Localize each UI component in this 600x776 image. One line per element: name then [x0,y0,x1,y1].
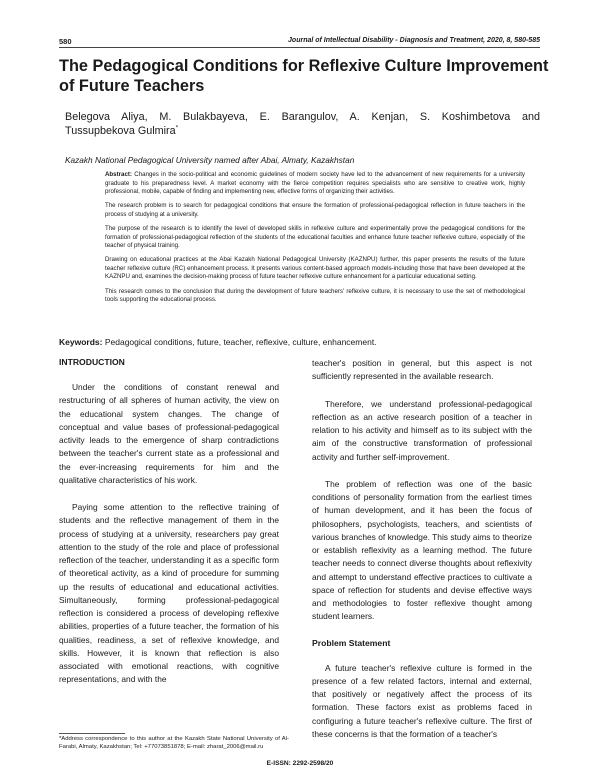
keywords-text: Pedagogical conditions, future, teacher, reflexive, culture, enhancement. [104,337,377,347]
last-author: Tussupbekova Gulmira [65,125,176,137]
affiliation: Kazakh National Pedagogical University named after Abai, Almaty, Kazakhstan [65,155,355,165]
page-number: 580 [59,37,72,46]
intro-paragraph-2: Paying some attention to the reflective training of students and the reflective management of them in the process of studying at a university, researchers pay great attention to the study of the role and place of professional reflection of the teacher, understanding it as a specific form of theoretical activity, as a kind of procedure for summing up the results of educational and educational activities. Simultaneously, forming professional-pedagogical reflection is considered a process of developing reflexive abilities, properties of a future teacher, the formation of his qualities, readiness, a set of reflexive knowledge, and skills. However, it is known that reflection is also associated with emotional reactions, with cognitive representations, and with the [59,502,279,685]
keywords [59,337,377,348]
header-rule [59,47,540,48]
eissn: E-ISSN: 2292-2598/20 [266,760,334,767]
abstract-paragraph-2: The research problem is to search for pedagogical conditions that ensure the formation of professional-pedagogical reflection in future teachers in the process of studying at a university. [105,202,525,218]
abstract-paragraph-5: This research comes to the conclusion that during the development of future teachers' reflexive culture, it is necessary to use the set of methodological tools supporting the educational process. [105,287,525,304]
abstract-text-1: Changes in the socio-political and economic guidelines of modern society have led to the advancement of new requirements for a university graduate to his preparedness level. A market economy with the fierce competition requires specialists who are sensitive to creative work, highly professional, mobile, capable of finding and implementing new, effective forms of organizing their activities. [105,171,525,196]
intro-paragraph-1: Under the conditions of constant renewal and restructuring of all spheres of human activity, the view on the educational system changes. The change of conceptual and value bases of professional-pedagogical activity leads to the emergence of sharp contradictions between the teacher's current state as a professional and the ever-increasing requirements for him and the qualitative characteristics of his work. [59,382,279,485]
left-column [59,357,279,687]
reflection-definition-paragraph: Therefore, we understand professional-pedagogical reflection as an active research position of a teacher in relation to his activity and himself as to its subject with the aim of the constructive transformation of professional activity and further self-improvement. [312,398,532,462]
introduction-heading: INTRODUCTION [59,357,125,367]
journal-citation: Journal of Intellectual Disability - Diagnosis and Treatment, 2020, 8, 580-585 [288,37,540,44]
abstract-paragraph-1 [105,171,525,197]
abstract-label: Abstract: [105,171,132,178]
problem-paragraph-1: A future teacher's reflexive culture is formed in the presence of a few related factors, internal and external, that positively or negatively affect the process of its formation. These factors exist as problems faced in configuring a future teacher's reflexive culture. The first of these concerns is that the formation of a teacher's [312,662,532,739]
correspondence-footnote: *Address correspondence to this author at the Kazakh State National University of Al-Farabi, Almaty, Kazakhstan; Tel: +77073851878; E-mail: zharat_2006@mail.ru [59,736,289,750]
continued-paragraph: teacher's position in general, but this aspect is not sufficiently represented in the available research. [312,358,532,382]
paper-title: The Pedagogical Conditions for Reflexive Culture Improvement of Future Teachers [59,57,549,95]
problem-statement-heading: Problem Statement [312,637,391,648]
reflection-history-paragraph: The problem of reflection was one of the basic conditions of personality formation from the earliest times of human development, and it has been the focus of philosophers, psychologists, teachers, and scientists of various branches of knowledge. This study aims to theorize or establish reflexivity as a learning method. The future teacher needs to connect diverse thoughts about reflexivity and attempt to understand effective practices to cultivate a space of reflection for students and devise effective ways and methodologies to foster reflexive thought among student learners. [312,478,532,622]
keywords-label: Keywords: [59,337,103,347]
author-list-line-1: Belegova Aliya, M. Bulakbayeva, E. Barangulov, A. Kenjan, S. Koshimbetova and [65,111,540,123]
right-column [312,357,532,741]
abstract [105,171,525,310]
abstract-paragraph-4: Drawing on educational practices at the Abai Kazakh National Pedagogical University (KAZNPU) further, this paper presents the results of the future teacher reflexive culture (RC) enhancement process. It presents various content-based approach models-including those that have been developed at the KAZNPU and, examines the decision-making process of future teacher reflexive culture enhancement for a particular educational setting. [105,256,525,281]
author-list-line-2 [65,124,178,139]
footnote-rule [59,733,125,734]
corresponding-author-mark: * [175,124,179,132]
abstract-paragraph-3: The purpose of the research is to identify the level of developed skills in reflexive culture and experimentally prove the pedagogical conditions for the formation of professional-pedagogical reflection of the students of the educational faculties and enhance future teacher reflexive culture, especially of the teacher of physical training. [105,224,525,250]
